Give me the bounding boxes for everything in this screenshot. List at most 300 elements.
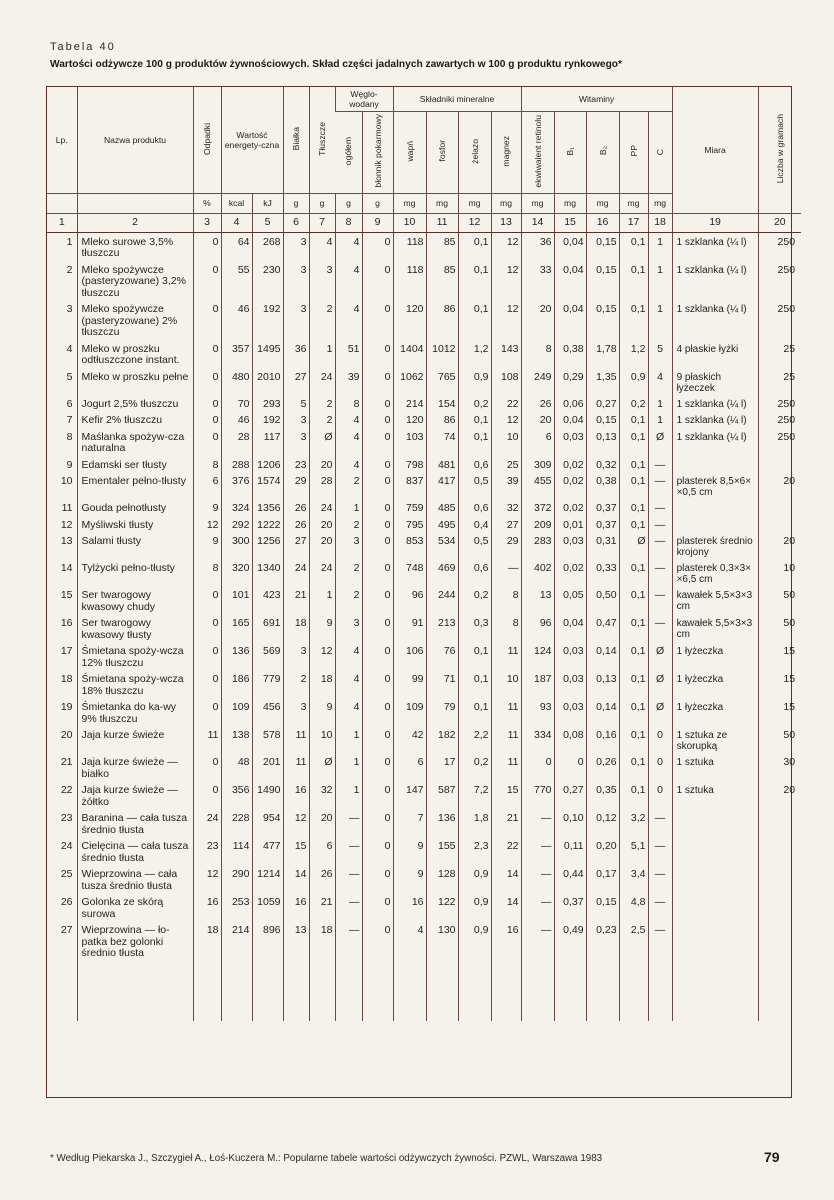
cell-protein: 11: [283, 726, 309, 753]
cell-mg: 16: [491, 921, 521, 961]
cell-kj: 1059: [252, 893, 283, 921]
cell-ret: 402: [521, 559, 554, 586]
cell-pp: 0,1: [619, 642, 648, 670]
cell-fiber: 0: [362, 472, 393, 499]
cell-b2: 0,23: [586, 921, 619, 961]
cell-b2: 0,15: [586, 411, 619, 428]
cell-grams: 250: [758, 395, 801, 412]
cell-b2: 1,78: [586, 340, 619, 368]
cell-b2: 0,14: [586, 698, 619, 726]
cell-pp: 0,1: [619, 456, 648, 473]
table-row: [47, 586, 801, 614]
cell-waste: 23: [193, 837, 221, 865]
cell-kcal: 28: [221, 428, 252, 456]
cell-lp: 10: [60, 475, 73, 487]
cell-protein: 3: [283, 698, 309, 726]
cell-ca: 109: [393, 698, 426, 726]
cell-lp: 6: [66, 397, 73, 410]
cell-fat: 24: [309, 499, 335, 516]
table-row: [47, 411, 801, 428]
cell-lp: 15: [60, 589, 73, 601]
header-waste: Odpadki: [193, 87, 221, 193]
table-row: [47, 865, 801, 893]
cell-protein: 16: [283, 781, 309, 809]
cell-kj: 1490: [252, 781, 283, 809]
cell-protein: 3: [283, 261, 309, 301]
cell-lp: 14: [60, 562, 73, 574]
cell-grams: 250: [758, 261, 801, 301]
cell-b2: 0,32: [586, 456, 619, 473]
cell-ret: 455: [521, 472, 554, 499]
cell-protein: 21: [283, 586, 309, 614]
cell-protein: 12: [283, 809, 309, 837]
cell-ret: 309: [521, 456, 554, 473]
cell-measure: 1 szklanka (¼ l): [672, 395, 758, 412]
cell-ca: 795: [393, 516, 426, 533]
cell-pp: 0,2: [619, 395, 648, 412]
cell-ca: 118: [393, 232, 426, 261]
cell-fiber: 0: [362, 670, 393, 698]
cell-c: 1: [648, 232, 672, 261]
cell-carbs: 4: [335, 232, 362, 261]
cell-carbs: 4: [335, 670, 362, 698]
cell-b2: 0,37: [586, 499, 619, 516]
cell-p: 244: [426, 586, 458, 614]
cell-protein: 3: [283, 411, 309, 428]
cell-mg: 10: [491, 428, 521, 456]
cell-protein: 36: [283, 340, 309, 368]
cell-grams: 50: [758, 614, 801, 642]
column-number: 11: [426, 213, 458, 232]
cell-mg: 12: [491, 261, 521, 301]
header-carbs-total: ogółem: [335, 111, 362, 193]
cell-protein: 11: [283, 753, 309, 781]
cell-ret: 124: [521, 642, 554, 670]
cell-b1: 0,03: [554, 642, 586, 670]
cell-kcal: 228: [221, 809, 252, 837]
table-row: [47, 395, 801, 412]
cell-mg: 39: [491, 472, 521, 499]
cell-name: Golonka ze skórą surowa: [77, 893, 193, 921]
cell-lp: 19: [60, 701, 73, 713]
cell-lp: 25: [60, 868, 73, 880]
cell-pp: 0,1: [619, 232, 648, 261]
cell-protein: 3: [283, 428, 309, 456]
cell-fat: 26: [309, 865, 335, 893]
cell-b1: 0,04: [554, 614, 586, 642]
cell-fat: 1: [309, 340, 335, 368]
cell-measure: 1 łyżeczka: [672, 670, 758, 698]
cell-p: 1012: [426, 340, 458, 368]
cell-fiber: 0: [362, 516, 393, 533]
cell-measure: 1 sztuka: [672, 781, 758, 809]
header-vitamins: Witaminy: [521, 87, 672, 111]
cell-b2: 0,15: [586, 300, 619, 340]
cell-waste: 8: [193, 559, 221, 586]
cell-b1: 0,10: [554, 809, 586, 837]
cell-grams: [758, 499, 801, 516]
cell-b1: 0,27: [554, 781, 586, 809]
cell-carbs: 3: [335, 614, 362, 642]
cell-waste: 0: [193, 586, 221, 614]
header-b1: B₁: [554, 111, 586, 193]
cell-fat: 2: [309, 395, 335, 412]
cell-b1: 0,03: [554, 428, 586, 456]
cell-kcal: 101: [221, 586, 252, 614]
cell-kcal: 356: [221, 781, 252, 809]
cell-measure: kawałek 5,5×3×3 cm: [672, 614, 758, 642]
cell-ret: 283: [521, 532, 554, 559]
cell-mg: 11: [491, 698, 521, 726]
cell-kj: 1206: [252, 456, 283, 473]
cell-fe: 0,9: [458, 921, 491, 961]
cell-kcal: 288: [221, 456, 252, 473]
cell-kj: 1574: [252, 472, 283, 499]
cell-p: 495: [426, 516, 458, 533]
unit-cell: mg: [648, 193, 672, 213]
cell-c: —: [648, 837, 672, 865]
column-number: 17: [619, 213, 648, 232]
cell-kcal: 138: [221, 726, 252, 753]
cell-c: 0: [648, 753, 672, 781]
cell-lp: 27: [60, 924, 73, 936]
cell-kj: 456: [252, 698, 283, 726]
table-row: [47, 642, 801, 670]
cell-c: —: [648, 865, 672, 893]
cell-c: 0: [648, 781, 672, 809]
cell-fe: 0,4: [458, 516, 491, 533]
cell-carbs: 2: [335, 472, 362, 499]
cell-protein: 3: [283, 642, 309, 670]
cell-protein: 27: [283, 532, 309, 559]
cell-ca: 798: [393, 456, 426, 473]
cell-measure: 1 szklanka (¼ l): [672, 428, 758, 456]
cell-fat: 10: [309, 726, 335, 753]
cell-fiber: 0: [362, 428, 393, 456]
cell-p: 74: [426, 428, 458, 456]
cell-ret: 187: [521, 670, 554, 698]
cell-name: Mleko w proszku pełne: [77, 368, 193, 395]
cell-pp: 5,1: [619, 837, 648, 865]
cell-waste: 0: [193, 261, 221, 301]
table-row: [47, 532, 801, 559]
cell-ret: 33: [521, 261, 554, 301]
cell-pp: 0,1: [619, 698, 648, 726]
column-number: 4: [221, 213, 252, 232]
cell-measure: [672, 893, 758, 921]
cell-grams: [758, 865, 801, 893]
table-row: [47, 300, 801, 340]
cell-grams: 20: [758, 532, 801, 559]
unit-cell: %: [193, 193, 221, 213]
column-number: 6: [283, 213, 309, 232]
cell-ca: 214: [393, 395, 426, 412]
cell-ret: 93: [521, 698, 554, 726]
cell-measure: 1 sztuka: [672, 753, 758, 781]
cell-waste: 8: [193, 456, 221, 473]
cell-b2: 0,26: [586, 753, 619, 781]
cell-protein: 15: [283, 837, 309, 865]
cell-kcal: 114: [221, 837, 252, 865]
cell-carbs: 4: [335, 411, 362, 428]
cell-waste: 0: [193, 614, 221, 642]
cell-c: —: [648, 499, 672, 516]
cell-c: —: [648, 456, 672, 473]
cell-c: —: [648, 559, 672, 586]
cell-fe: 0,9: [458, 893, 491, 921]
cell-carbs: 2: [335, 559, 362, 586]
cell-c: —: [648, 809, 672, 837]
cell-pp: 4,8: [619, 893, 648, 921]
cell-mg: 27: [491, 516, 521, 533]
cell-name: Ser twarogowy kwasowy tłusty: [77, 614, 193, 642]
cell-fiber: 0: [362, 865, 393, 893]
table-row: [47, 516, 801, 533]
cell-p: 765: [426, 368, 458, 395]
column-number: 3: [193, 213, 221, 232]
cell-pp: 0,9: [619, 368, 648, 395]
cell-p: 182: [426, 726, 458, 753]
cell-waste: 0: [193, 428, 221, 456]
cell-carbs: 4: [335, 261, 362, 301]
cell-lp: 8: [66, 430, 73, 443]
cell-c: Ø: [648, 698, 672, 726]
cell-b2: 0,15: [586, 261, 619, 301]
cell-carbs: 2: [335, 586, 362, 614]
unit-cell: mg: [458, 193, 491, 213]
cell-ret: 249: [521, 368, 554, 395]
cell-measure: plasterek 0,3×3× ×6,5 cm: [672, 559, 758, 586]
cell-fat: 24: [309, 559, 335, 586]
cell-ret: —: [521, 893, 554, 921]
unit-cell: mg: [491, 193, 521, 213]
table-row: [47, 559, 801, 586]
cell-fiber: 0: [362, 726, 393, 753]
cell-name: Ser twarogowy kwasowy chudy: [77, 586, 193, 614]
cell-mg: 12: [491, 300, 521, 340]
cell-grams: 50: [758, 586, 801, 614]
cell-ret: 8: [521, 340, 554, 368]
header-iron: żelazo: [458, 111, 491, 193]
cell-c: Ø: [648, 428, 672, 456]
cell-measure: [672, 456, 758, 473]
cell-ret: —: [521, 921, 554, 961]
cell-measure: [672, 499, 758, 516]
cell-ca: 1404: [393, 340, 426, 368]
cell-fiber: 0: [362, 411, 393, 428]
cell-kj: 2010: [252, 368, 283, 395]
header-measure: Miara: [672, 87, 758, 213]
cell-kcal: 186: [221, 670, 252, 698]
cell-b2: 0,20: [586, 837, 619, 865]
cell-fe: 2,3: [458, 837, 491, 865]
cell-kj: 1222: [252, 516, 283, 533]
cell-mg: 11: [491, 642, 521, 670]
cell-p: 481: [426, 456, 458, 473]
cell-lp: 7: [66, 414, 73, 426]
cell-mg: 32: [491, 499, 521, 516]
cell-lp: 2: [66, 263, 73, 276]
cell-measure: 1 szklanka (¼ l): [672, 411, 758, 428]
cell-fat: 20: [309, 456, 335, 473]
unit-cell: mg: [393, 193, 426, 213]
column-number: 12: [458, 213, 491, 232]
header-phosphorus: fosfor: [426, 111, 458, 193]
cell-kcal: 292: [221, 516, 252, 533]
cell-mg: 11: [491, 726, 521, 753]
cell-fiber: 0: [362, 261, 393, 301]
cell-waste: 9: [193, 532, 221, 559]
cell-p: 469: [426, 559, 458, 586]
table-row: [47, 837, 801, 865]
cell-carbs: 1: [335, 499, 362, 516]
cell-b1: 0,44: [554, 865, 586, 893]
cell-ret: —: [521, 865, 554, 893]
cell-fe: 0,6: [458, 499, 491, 516]
cell-waste: 0: [193, 642, 221, 670]
cell-ca: 7: [393, 809, 426, 837]
cell-fat: Ø: [309, 753, 335, 781]
cell-mg: 15: [491, 781, 521, 809]
cell-pp: 0,1: [619, 411, 648, 428]
cell-measure: [672, 837, 758, 865]
cell-c: —: [648, 532, 672, 559]
cell-c: —: [648, 893, 672, 921]
cell-kcal: 376: [221, 472, 252, 499]
cell-b1: 0,06: [554, 395, 586, 412]
unit-cell: mg: [586, 193, 619, 213]
cell-lp: 21: [60, 756, 73, 768]
cell-fe: 0,1: [458, 428, 491, 456]
column-number: 14: [521, 213, 554, 232]
cell-protein: 3: [283, 232, 309, 261]
cell-protein: 13: [283, 921, 309, 961]
cell-fe: 0,2: [458, 395, 491, 412]
cell-protein: 26: [283, 499, 309, 516]
cell-p: 534: [426, 532, 458, 559]
cell-grams: 20: [758, 781, 801, 809]
cell-kcal: 165: [221, 614, 252, 642]
cell-grams: 25: [758, 368, 801, 395]
cell-ca: 91: [393, 614, 426, 642]
cell-protein: 27: [283, 368, 309, 395]
table-row: [47, 698, 801, 726]
cell-kj: 779: [252, 670, 283, 698]
cell-fiber: 0: [362, 781, 393, 809]
cell-lp: 23: [60, 812, 73, 824]
column-number: 9: [362, 213, 393, 232]
header-name: Nazwa produktu: [77, 87, 193, 193]
cell-fat: 20: [309, 532, 335, 559]
cell-ret: 6: [521, 428, 554, 456]
cell-fat: 9: [309, 614, 335, 642]
cell-waste: 0: [193, 232, 221, 261]
cell-p: 79: [426, 698, 458, 726]
cell-fiber: 0: [362, 753, 393, 781]
cell-carbs: —: [335, 921, 362, 961]
cell-c: 4: [648, 368, 672, 395]
cell-waste: 12: [193, 516, 221, 533]
cell-measure: 1 łyżeczka: [672, 698, 758, 726]
cell-ca: 4: [393, 921, 426, 961]
cell-pp: 3,4: [619, 865, 648, 893]
header-carbs: Węglo-wodany: [335, 87, 393, 111]
cell-b2: 0,31: [586, 532, 619, 559]
table-row: [47, 472, 801, 499]
cell-carbs: —: [335, 893, 362, 921]
cell-lp: 13: [60, 535, 73, 547]
cell-p: 17: [426, 753, 458, 781]
cell-kcal: 214: [221, 921, 252, 961]
cell-b1: 0,04: [554, 411, 586, 428]
cell-ca: 9: [393, 865, 426, 893]
cell-pp: 0,1: [619, 300, 648, 340]
cell-fe: 2,2: [458, 726, 491, 753]
cell-b1: 0,04: [554, 300, 586, 340]
cell-ca: 96: [393, 586, 426, 614]
cell-lp: 9: [66, 458, 73, 471]
column-number: 18: [648, 213, 672, 232]
header-protein: Białka: [283, 87, 309, 193]
cell-carbs: 8: [335, 395, 362, 412]
cell-kcal: 46: [221, 411, 252, 428]
cell-carbs: 4: [335, 698, 362, 726]
header-fiber: błonnik pokarmowy: [362, 111, 393, 193]
cell-protein: 29: [283, 472, 309, 499]
cell-b1: 0,01: [554, 516, 586, 533]
cell-fat: 3: [309, 261, 335, 301]
cell-b1: 0,02: [554, 456, 586, 473]
cell-pp: 0,1: [619, 499, 648, 516]
cell-waste: 0: [193, 395, 221, 412]
cell-waste: 0: [193, 340, 221, 368]
cell-b2: 0,38: [586, 472, 619, 499]
table-title: Wartości odżywcze 100 g produktów żywnościowych. Skład części jadalnych zawartych w 100 g produktu rynkowego*: [50, 59, 622, 70]
cell-mg: 14: [491, 865, 521, 893]
cell-fat: 12: [309, 642, 335, 670]
cell-grams: [758, 837, 801, 865]
cell-c: Ø: [648, 642, 672, 670]
cell-b1: 0,38: [554, 340, 586, 368]
cell-kj: 230: [252, 261, 283, 301]
unit-cell: mg: [554, 193, 586, 213]
cell-lp: 26: [60, 896, 73, 908]
cell-measure: kawałek 5,5×3×3 cm: [672, 586, 758, 614]
cell-fiber: 0: [362, 614, 393, 642]
cell-carbs: 3: [335, 532, 362, 559]
cell-fat: 4: [309, 232, 335, 261]
cell-b1: 0,37: [554, 893, 586, 921]
cell-b1: 0,02: [554, 499, 586, 516]
cell-pp: Ø: [619, 532, 648, 559]
cell-ca: 759: [393, 499, 426, 516]
cell-measure: 1 szklanka (¼ l): [672, 261, 758, 301]
cell-fiber: 0: [362, 698, 393, 726]
cell-fe: 0,9: [458, 865, 491, 893]
cell-b1: 0,02: [554, 472, 586, 499]
cell-fe: 0,1: [458, 261, 491, 301]
cell-protein: 3: [283, 300, 309, 340]
cell-pp: 0,1: [619, 586, 648, 614]
cell-fat: 6: [309, 837, 335, 865]
cell-ret: 0: [521, 753, 554, 781]
unit-cell: mg: [426, 193, 458, 213]
cell-kj: 201: [252, 753, 283, 781]
cell-pp: 0,1: [619, 428, 648, 456]
cell-b2: 0,14: [586, 642, 619, 670]
unit-cell: g: [362, 193, 393, 213]
cell-ret: 36: [521, 232, 554, 261]
